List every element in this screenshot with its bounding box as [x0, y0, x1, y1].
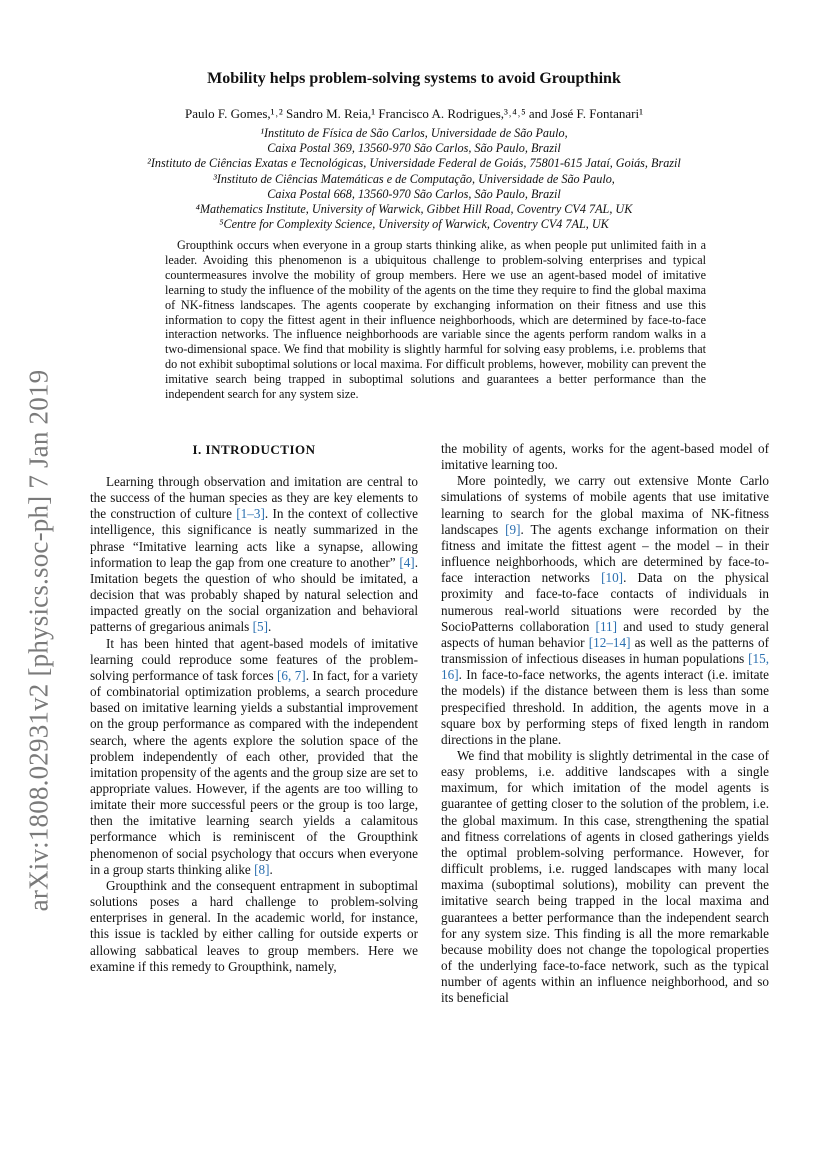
citation-link[interactable]: [9]	[505, 521, 521, 537]
arxiv-identifier-stamp	[14, 340, 64, 940]
right-column	[441, 441, 769, 1006]
paragraph: Groupthink and the consequent entrapment in suboptimal solutions poses a hard challenge to problem-solving enterprises in general. In the academic world, for instance, this issue is tackled by either calling for outside experts or allowing sabbatical leaves to group members. Here we examine if this remedy to Groupthink, namely,	[90, 877, 418, 974]
section-heading-introduction: I. INTRODUCTION	[192, 442, 316, 457]
paragraph: It has been hinted that agent-based models of imitative learning could reproduce some features of the problem-solving performance of task forces [6, 7]. In fact, for a variety of combinatorial optimization problems, a search procedure based on imitative learning yields a substantial improvement on the group performance as compared with the independent search, where the agents explore the solution space of the problem independently of each other, provided that the imitation propensity of the agents and the group size are set to appropriate values. However, if the agents are too willing to imitate their more successful peers or the group is too large, then the imitative learning search yields a calamitous performance which is reminiscent of the Groupthink phenomenon of social psychology that occurs when everyone in a group starts thinking alike [8].	[90, 635, 419, 877]
paragraph: Learning through observation and imitation are central to the success of the human species as they are key elements to the construction of culture [1–3]. In the context of collective intelligence, this significance is neatly summarized in the phrase “Imitative learning acts like a synapse, allowing information to leap the gap from one creature to another” [4]. Imitation begets the question of who should be imitated, a decision that was probably shaped by natural selection and impacted greatly on the social organization and behavioral patterns of gregarious animals [5].	[90, 474, 418, 635]
author-list: Paulo F. Gomes,¹˒² Sandro M. Reia,¹ Francisco A. Rodrigues,³˒⁴˒⁵ and José F. Fontanari¹	[185, 106, 643, 121]
left-column	[90, 474, 418, 975]
affiliation-line: ³Instituto de Ciências Matemáticas e de Computação, Universidade de São Paulo,	[213, 171, 615, 186]
citation-link[interactable]: [4]	[399, 554, 415, 570]
paragraph: More pointedly, we carry out extensive Monte Carlo simulations of systems of mobile agents that use imitative learning to search for the global maxima of NK-fitness landscapes [9]. The agents exchange information on their fitness and imitate the fittest agent – the model – in their influence neighborhoods, which are determined by face-to-face interaction networks [10]. Data on the physical proximity and face-to-face contacts of individuals in numerous real-world situations were recorded by the SocioPatterns collaboration [11] and used to study general aspects of human behavior [12–14] as well as the patterns of transmission of infectious diseases in human populations [15, 16]. In face-to-face networks, the agents interact (i.e. imitate the models) if the distance between them is less than some prespecified threshold. In addition, the agents move in a square box by performing steps of fixed length in random directions in the plane.	[441, 473, 770, 747]
citation-link[interactable]: [15, 16]	[441, 651, 769, 683]
citation-link[interactable]: [11]	[595, 618, 618, 634]
affiliation-line: ¹Instituto de Física de São Carlos, Universidade de São Paulo,	[260, 126, 568, 140]
arxiv-identifier-text: arXiv:1808.02931v2 [physics.soc-ph] 7 Jan 2019	[23, 369, 54, 911]
paragraph: We find that mobility is slightly detrimental in the case of easy problems, i.e. additive landscapes with a single maximum, for which imitation of the model agents is guarantee of getting closer to the solution of the problem, i.e. the global maximum. In this case, strengthening the spatial and fitness correlations of agents in closed gatherings yields the optimal problem-solving performance. However, for difficult problems, i.e. rugged landscapes with many local maxima (suboptimal solutions), mobility can prevent the imitative search being trapped in the local maxima and guarantees a better performance than the independent search for any system size. This finding is all the more remarkable because mobility does not change the topological properties of the underlying face-to-face network, such as the typical number of agents within an influence neighborhood, and so its beneficial	[441, 747, 769, 1006]
affiliations	[0, 126, 828, 232]
affiliation-line: ⁴Mathematics Institute, University of Warwick, Gibbet Hill Road, Coventry CV4 7AL, UK	[195, 202, 633, 217]
paragraph: the mobility of agents, works for the agent-based model of imitative learning too.	[441, 441, 769, 473]
affiliation-line: Caixa Postal 668, 13560-970 São Carlos, São Paulo, Brazil	[267, 186, 561, 201]
citation-link[interactable]: [1–3]	[236, 506, 265, 522]
affiliation-line: ²Instituto de Ciências Exatas e Tecnológicas, Universidade Federal de Goiás, 75801-615 Jataí, Goiás, Brazil	[147, 156, 681, 171]
citation-link[interactable]: [6, 7]	[277, 667, 306, 683]
citation-link[interactable]: [12–14]	[588, 634, 631, 650]
affiliation-line: Caixa Postal 369, 13560-970 São Carlos, São Paulo, Brazil	[267, 141, 561, 156]
paper-title: Mobility helps problem-solving systems to avoid Groupthink	[207, 70, 621, 87]
affiliation-line: ⁵Centre for Complexity Science, University of Warwick, Coventry CV4 7AL, UK	[219, 217, 609, 232]
abstract: Groupthink occurs when everyone in a group starts thinking alike, as when people put unlimited faith in a leader. Avoiding this phenomenon is a ubiquitous challenge to problem-solving enterprises and typical countermeasures involve the mobility of group members. Here we use an agent-based model of imitative learning to study the influence of the mobility of the agents on the time they require to find the global maxima of NK-fitness landscapes. The agents cooperate by exchanging information on their fitness and use this information to copy the fittest agent in their influence neighborhoods, which are determined by face-to-face interaction networks. The influence neighborhoods are variable since the agents perform random walks in a two-dimensional space. We find that mobility is slightly harmful for solving easy problems, i.e. problems that do not exhibit suboptimal solutions or local maxima. For difficult problems, however, mobility can prevent the imitative search being trapped in suboptimal solutions and guarantees a better performance than the independent search for any system size.	[165, 238, 706, 402]
citation-link[interactable]: [8]	[254, 861, 270, 877]
citation-link[interactable]: [10]	[601, 570, 624, 586]
citation-link[interactable]: [5]	[252, 619, 268, 635]
